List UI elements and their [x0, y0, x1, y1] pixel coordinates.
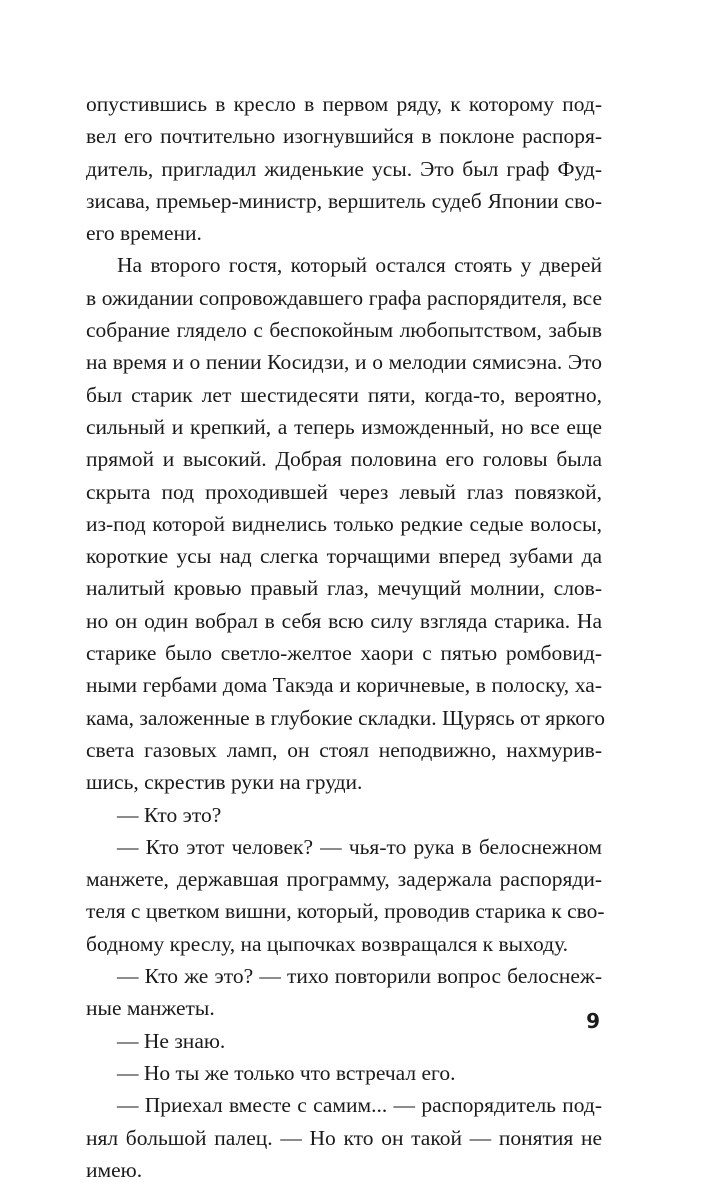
- text-line: шись, скрестив руки на груди.: [86, 770, 363, 795]
- text-line: сильный и крепкий, а теперь изможденный, но все еще: [86, 414, 602, 439]
- text-line: собрание глядело с беспокойным любопытством, забыв: [86, 318, 602, 343]
- text-line: налитый кровью правый глаз, мечущий молнии, слов-: [86, 576, 602, 601]
- text-line: опустившись в кресло в первом ряду, к которому под-: [86, 92, 602, 116]
- text-line: — Кто же это? — тихо повторили вопрос белоснеж-: [117, 964, 602, 989]
- text-line: из-под которой виднелись только редкие седые волосы,: [86, 511, 602, 536]
- text-line: старике было светло-желтое хаори с пятью ромбовид-: [86, 641, 602, 666]
- text-line: — Приехал вместе с самим... — распорядитель под-: [117, 1093, 602, 1118]
- text-line: — Но ты же только что встречал его.: [117, 1060, 456, 1085]
- text-line: был старик лет шестидесяти пяти, когда-то, вероятно,: [86, 382, 602, 407]
- text-line: нял большой палец. — Но кто он такой — понятия не: [86, 1125, 602, 1150]
- text-line: имею.: [86, 1157, 143, 1182]
- text-line: — Кто этот человек? — чья-то рука в белоснежном: [117, 834, 602, 859]
- text-line: но он один вобрал в себя всю силу взгляда старика. На: [86, 608, 602, 633]
- text-line: на время и о пении Косидзи, и о мелодии сямисэна. Это: [86, 350, 602, 375]
- page-number: 9: [586, 1009, 600, 1033]
- text-line: ными гербами дома Такэда и коричневые, в полоску, ха-: [86, 673, 602, 698]
- text-line: скрыта под проходившей через левый глаз повязкой,: [86, 479, 602, 504]
- text-line: теля с цветком вишни, который, проводив старика к сво-: [86, 899, 605, 924]
- text-line: вел его почтительно изогнувшийся в поклоне распоря-: [86, 124, 602, 149]
- text-line: его времени.: [86, 221, 202, 246]
- text-line: кама, заложенные в глубокие складки. Щурясь от яркого: [86, 705, 606, 730]
- text-line: прямой и высокий. Добрая половина его головы была: [86, 447, 602, 472]
- text-line: манжете, державшая программу, задержала распоряди-: [86, 867, 602, 892]
- text-line: света газовых ламп, он стоял неподвижно, нахмурив-: [86, 737, 602, 762]
- text-line: — Кто это?: [117, 802, 222, 827]
- text-line: зисава, премьер-министр, вершитель судеб Японии сво-: [86, 188, 602, 213]
- text-line: — Не знаю.: [117, 1028, 226, 1053]
- text-line: в ожидании сопровождавшего графа распорядителя, все: [86, 285, 602, 310]
- text-line: короткие усы над слегка торчащими вперед зубами да: [86, 544, 602, 569]
- text-line: ные манжеты.: [86, 996, 215, 1021]
- body-text: [86, 88, 606, 1186]
- text-line: бодному креслу, на цыпочках возвращался к выходу.: [86, 931, 569, 956]
- text-line: дитель, пригладил жиденькие усы. Это был граф Фуд-: [86, 156, 602, 181]
- text-line: На второго гостя, который остался стоять у дверей: [117, 253, 602, 278]
